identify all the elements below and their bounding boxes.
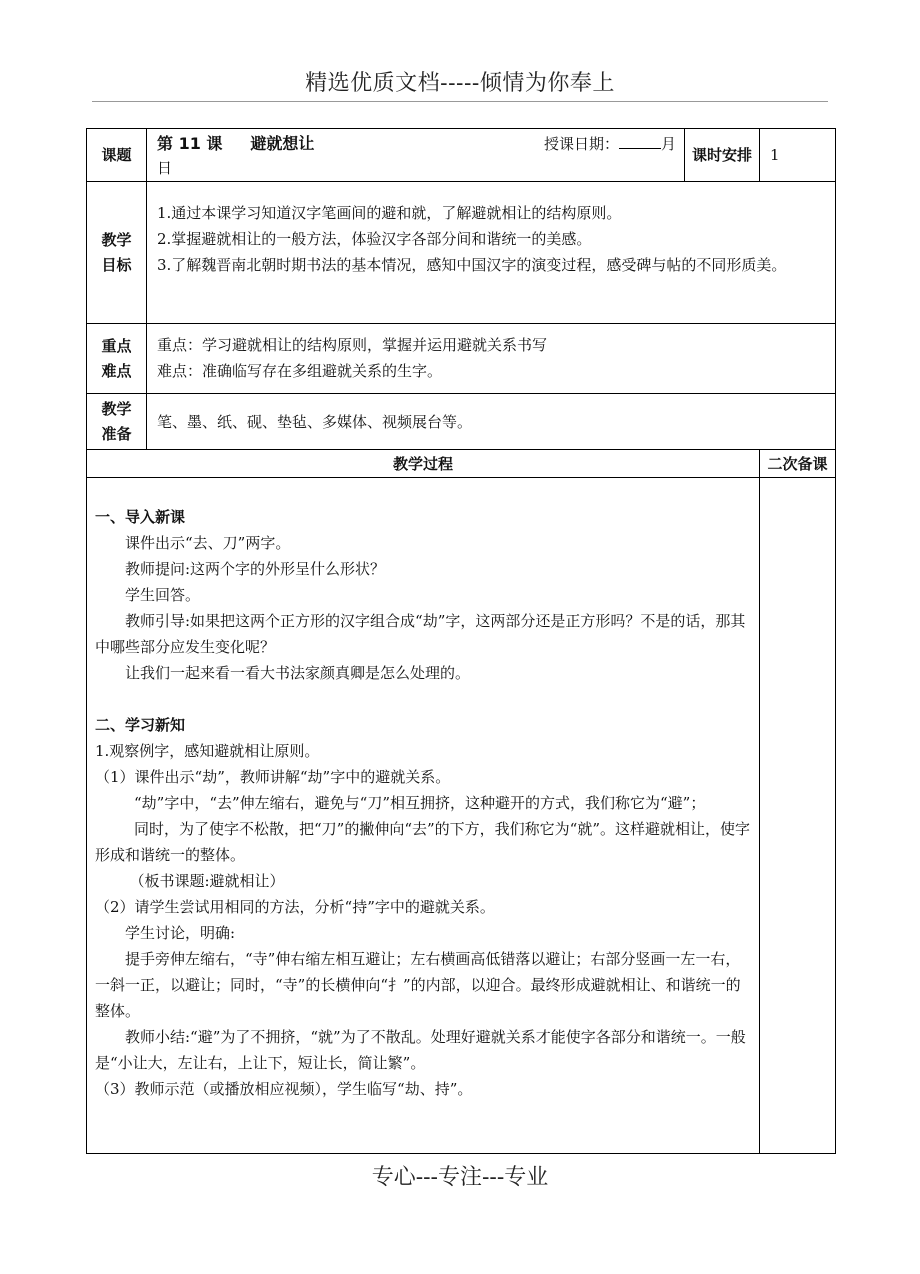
process-paragraph: 教师引导:如果把这两个正方形的汉字组合成“劫”字，这两部分还是正方形吗？不是的话，那其中哪些部分应发生变化呢？ — [95, 612, 746, 656]
page-header: 精选优质文档-----倾情为你奉上 — [305, 71, 615, 96]
process-paragraph: 教师小结:“避”为了不拥挤，“就”为了不散乱。处理好避就关系才能使字各部分和谐统一。一般是“小让大，左让右，上让下，短让长，简让繁”。 — [95, 1028, 746, 1072]
objectives-label — [87, 182, 147, 324]
teaching-date-label: 授课日期： — [543, 135, 619, 153]
process-paragraph: 1.观察例字，感知避就相让原则。 — [95, 742, 320, 760]
title-row — [87, 129, 836, 182]
second-prep-header: 二次备课 — [760, 450, 836, 478]
preparation-label-line2: 准备 — [101, 424, 132, 443]
teaching-process-header: 教学过程 — [87, 450, 760, 478]
process-header-row — [87, 450, 836, 478]
process-paragraph: 课件出示“去、刀”两字。 — [125, 534, 291, 552]
key-points-row — [87, 324, 836, 394]
class-hours-label: 课时安排 — [685, 129, 760, 182]
objectives-label-line2: 目标 — [101, 255, 132, 274]
date-month: 月 — [660, 135, 676, 153]
objectives-label-line1: 教学 — [101, 230, 132, 249]
objective-item: 1.通过本课学习知道汉字笔画间的避和就，了解避就相让的结构原则。 — [157, 204, 622, 222]
preparation-label — [87, 394, 147, 450]
section-spacer — [95, 686, 753, 712]
process-paragraph: （1）课件出示“劫”，教师讲解“劫”字中的避就关系。 — [95, 768, 451, 786]
preparation-label-line1: 教学 — [101, 399, 132, 418]
process-paragraph: 学生回答。 — [125, 586, 201, 604]
process-paragraph: （3）教师示范（或播放相应视频），学生临写“劫、持”。 — [95, 1080, 473, 1098]
class-hours-value: 1 — [760, 129, 836, 182]
process-row — [87, 478, 836, 1154]
process-paragraph: 教师提问:这两个字的外形呈什么形状？ — [125, 560, 386, 578]
key-points-label-line1: 重点 — [101, 336, 132, 355]
key-points-label-line2: 难点 — [101, 361, 132, 380]
section-title: 二、学习新知 — [95, 716, 186, 734]
lesson-title-cell — [147, 129, 685, 182]
process-paragraph: “劫”字中，“去”伸左缩右，避免与“刀”相互拥挤，这种避开的方式，我们称它为“避”； — [134, 794, 706, 812]
process-paragraph: （板书课题:避就相让） — [129, 872, 285, 890]
lesson-number: 第 11 课 — [157, 134, 223, 153]
header-divider — [92, 101, 828, 102]
key-points-content — [147, 324, 836, 394]
section-title: 一、导入新课 — [95, 508, 186, 526]
process-paragraph: 学生讨论，明确: — [125, 924, 236, 942]
lesson-title-label: 课题 — [87, 129, 147, 182]
process-paragraph: 提手旁伸左缩右，“寺”伸右缩左相互避让；左右横画高低错落以避让；右部分竖画一左一右，一斜一正，以避让；同时，“寺”的长横伸向“扌”的内部，以迎合。最终形成避就相让、和谐统一的整体。 — [95, 950, 741, 1020]
lesson-plan-table — [86, 128, 836, 1154]
date-blank-line — [619, 134, 661, 149]
objective-item: 3.了解魏晋南北朝时期书法的基本情况，感知中国汉字的演变过程，感受碑与帖的不同形质美。 — [157, 256, 787, 274]
objectives-row — [87, 182, 836, 324]
difficulty-text: 难点：准确临写存在多组避就关系的生字。 — [157, 362, 443, 380]
teaching-date-field — [544, 131, 676, 157]
lesson-name: 避就想让 — [250, 134, 315, 153]
second-prep-content — [760, 478, 836, 1154]
preparation-row — [87, 394, 836, 450]
objectives-content — [147, 182, 836, 324]
process-paragraph: （2）请学生尝试用相同的方法，分析“持”字中的避就关系。 — [95, 898, 495, 916]
process-paragraph: 让我们一起来看一看大书法家颜真卿是怎么处理的。 — [125, 664, 471, 682]
process-paragraph: 同时，为了使字不松散，把“刀”的撇伸向“去”的下方，我们称它为“就”。这样避就相让，使字形成和谐统一的整体。 — [95, 820, 751, 864]
teaching-process-content — [87, 478, 760, 1154]
key-point-text: 重点：学习避就相让的结构原则，掌握并运用避就关系书写 — [157, 336, 548, 354]
page-footer: 专心---专注---专业 — [371, 1165, 549, 1190]
date-day: 日 — [157, 159, 173, 177]
key-points-label — [87, 324, 147, 394]
preparation-content: 笔、墨、纸、砚、垫毡、多媒体、视频展台等。 — [147, 394, 836, 450]
objective-item: 2.掌握避就相让的一般方法，体验汉字各部分间和谐统一的美感。 — [157, 230, 592, 248]
